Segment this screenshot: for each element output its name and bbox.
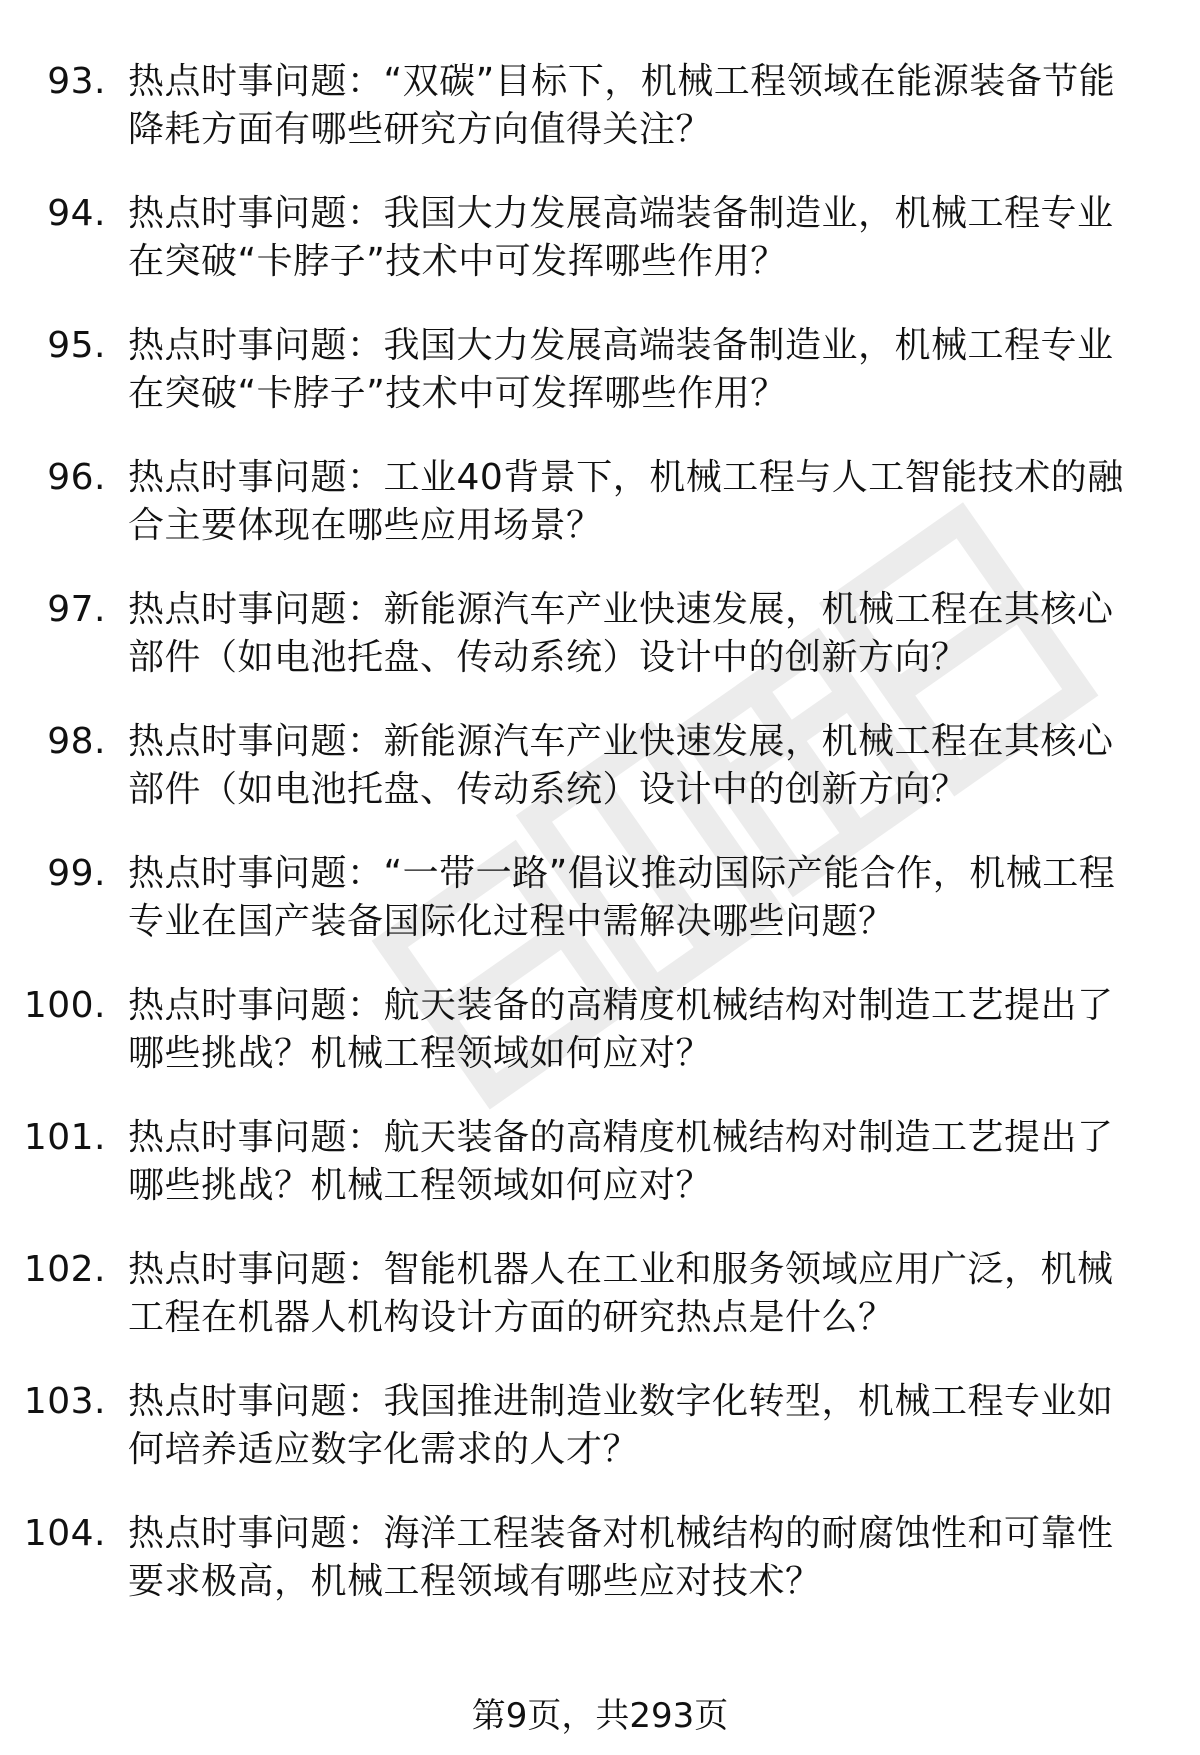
- question-text: 热点时事问题：“双碳”目标下，机械工程领域在能源装备节能降耗方面有哪些研究方向值得关注？: [128, 61, 1116, 150]
- question-number: 97.: [47, 589, 106, 630]
- question-text: 热点时事问题：智能机器人在工业和服务领域应用广泛，机械工程在机器人机构设计方面的研究热点是什么？: [128, 1249, 1114, 1338]
- question-item: [0, 718, 1200, 850]
- question-text: 热点时事问题：工业40背景下，机械工程与人工智能技术的融合主要体现在哪些应用场景？: [128, 457, 1124, 546]
- question-item: [0, 1378, 1200, 1510]
- question-item: [0, 586, 1200, 718]
- question-item: [0, 1114, 1200, 1246]
- question-text: 热点时事问题：“一带一路”倡议推动国际产能合作，机械工程专业在国产装备国际化过程中需解决哪些问题？: [128, 853, 1116, 942]
- question-item: [0, 1510, 1200, 1642]
- question-list: [0, 58, 1200, 1642]
- question-item: [0, 322, 1200, 454]
- question-text: 热点时事问题：海洋工程装备对机械结构的耐腐蚀性和可靠性要求极高，机械工程领域有哪些应对技术？: [128, 1513, 1114, 1602]
- page-footer: 第9页，共293页: [471, 1696, 729, 1736]
- question-item: [0, 58, 1200, 190]
- question-number: 104.: [23, 1513, 106, 1554]
- question-number: 93.: [47, 61, 106, 102]
- question-number: 95.: [47, 325, 106, 366]
- question-item: [0, 1246, 1200, 1378]
- question-text: 热点时事问题：航天装备的高精度机械结构对制造工艺提出了哪些挑战？机械工程领域如何应对？: [128, 985, 1114, 1074]
- question-number: 98.: [47, 721, 106, 762]
- question-number: 101.: [23, 1117, 106, 1158]
- question-text: 热点时事问题：新能源汽车产业快速发展，机械工程在其核心部件（如电池托盘、传动系统）设计中的创新方向？: [128, 721, 1114, 810]
- question-number: 103.: [23, 1381, 106, 1422]
- question-text: 热点时事问题：新能源汽车产业快速发展，机械工程在其核心部件（如电池托盘、传动系统）设计中的创新方向？: [128, 589, 1114, 678]
- question-item: [0, 982, 1200, 1114]
- question-number: 99.: [47, 853, 106, 894]
- question-number: 100.: [23, 985, 106, 1026]
- question-text: 热点时事问题：我国推进制造业数字化转型，机械工程专业如何培养适应数字化需求的人才？: [128, 1381, 1114, 1470]
- question-text: 热点时事问题：我国大力发展高端装备制造业，机械工程专业在突破“卡脖子”技术中可发挥哪些作用？: [128, 325, 1114, 414]
- question-text: 热点时事问题：航天装备的高精度机械结构对制造工艺提出了哪些挑战？机械工程领域如何应对？: [128, 1117, 1114, 1206]
- question-item: [0, 850, 1200, 982]
- question-number: 102.: [23, 1249, 106, 1290]
- question-item: [0, 454, 1200, 586]
- question-number: 94.: [47, 193, 106, 234]
- question-number: 96.: [47, 457, 106, 498]
- question-item: [0, 190, 1200, 322]
- question-text: 热点时事问题：我国大力发展高端装备制造业，机械工程专业在突破“卡脖子”技术中可发挥哪些作用？: [128, 193, 1114, 282]
